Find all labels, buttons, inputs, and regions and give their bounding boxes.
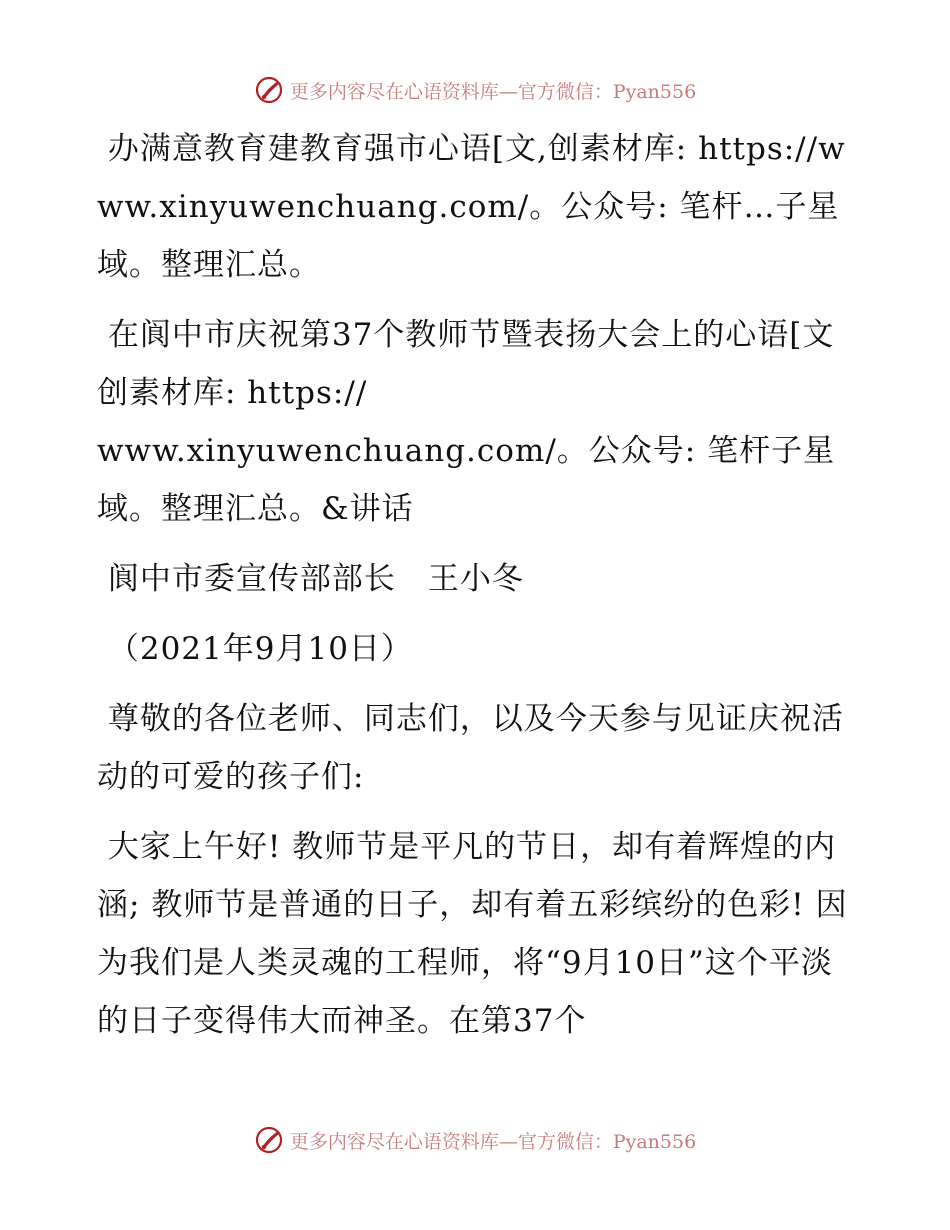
paragraph-intro-1: 办满意教育建教育强市心语[文,创素材库: https://www.xinyuwenchuang.com/。公众号: 笔杆…子星域。整理汇总。 [97, 131, 846, 283]
brush-logo-icon [254, 1125, 284, 1155]
paragraph-salutation: 尊敬的各位老师、同志们，以及今天参与见证庆祝活动的可爱的孩子们: [97, 701, 844, 795]
header-banner [0, 70, 950, 110]
brush-logo-icon [254, 75, 284, 105]
paragraph-speaker: 阆中市委宣传部部长 王小冬 [97, 561, 524, 597]
header-banner-text: 更多内容尽在心语资料库—官方微信：Pyan556 [289, 80, 697, 103]
document-body [97, 120, 857, 1062]
paragraph-title: 在阆中市庆祝第37个教师节暨表扬大会上的心语[文创素材库: https:// www.xinyuwenchuang.com/。公众号: 笔杆子星域。整理汇总。&讲话 [97, 317, 836, 527]
footer-banner-text: 更多内容尽在心语资料库—官方微信：Pyan556 [289, 1130, 697, 1153]
paragraph-body: 大家上午好! 教师节是平凡的节日，却有着辉煌的内涵; 教师节是普通的日子，却有着五彩缤纷的色彩! 因为我们是人类灵魂的工程师，将“9月10日”这个平淡的日子变得伟大而神圣。在第37个 [97, 829, 848, 1039]
footer-banner [0, 1120, 950, 1160]
paragraph-date: （2021年9月10日） [97, 631, 413, 667]
